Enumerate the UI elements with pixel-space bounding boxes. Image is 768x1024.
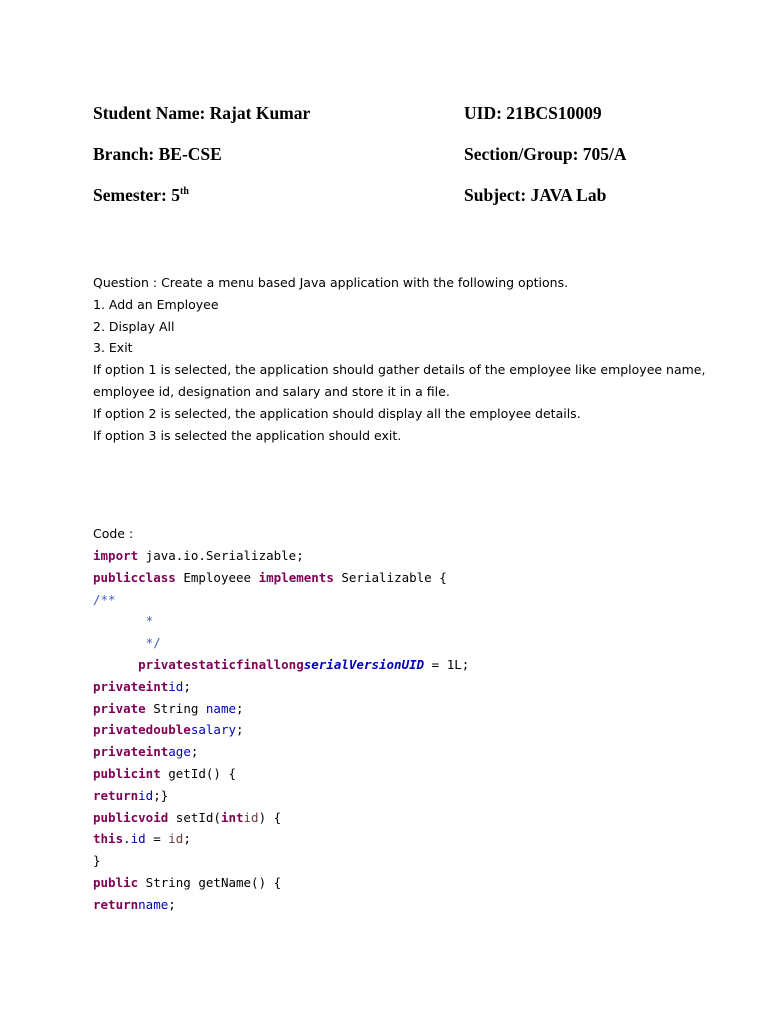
student-name: Student Name: Rajat Kumar: [93, 103, 311, 123]
code-token: id: [138, 787, 154, 803]
question-line: If option 1 is selected, the application should gather details of the employee like employee name,: [93, 362, 706, 378]
code-token: salary: [190, 722, 236, 738]
code-token: implements: [258, 569, 334, 585]
code-line: [93, 828, 469, 850]
code-token: ;: [236, 700, 244, 716]
code-label: Code :: [93, 526, 134, 541]
code-token: privateint: [93, 678, 169, 694]
branch: Branch: BE-CSE: [93, 144, 222, 164]
code-token: String: [145, 700, 206, 716]
semester-superscript: th: [179, 186, 189, 197]
question-line: employee id, designation and salary and store it in a file.: [93, 383, 450, 399]
code-token: ;: [183, 678, 191, 694]
header-row-2: [93, 142, 693, 183]
code-token: privatedouble: [93, 722, 191, 738]
code-token: return: [93, 787, 139, 803]
code-line: [93, 698, 469, 720]
code-token: import: [93, 548, 139, 563]
question-line: Question : Create a menu based Java application with the following options.: [93, 275, 569, 290]
question-line: 3. Exit: [93, 340, 133, 356]
code-line: [93, 807, 469, 829]
code-token: private: [93, 700, 146, 716]
header-row-1: [93, 101, 693, 142]
code-token: */: [93, 635, 161, 651]
code-line: [93, 850, 469, 872]
code-line: [93, 545, 469, 567]
code-token: publicvoid: [93, 809, 169, 825]
code-line: [93, 741, 469, 763]
code-token: /**: [93, 591, 116, 607]
code-token: ;: [168, 896, 176, 912]
code-token: public: [93, 874, 139, 890]
question-line: 1. Add an Employee: [93, 296, 219, 312]
code-token: .: [123, 831, 131, 847]
question-line: If option 2 is selected, the application should display all the employee details.: [93, 405, 581, 421]
code-token: privateint: [93, 744, 169, 760]
code-token: name: [205, 700, 237, 716]
code-line: [93, 719, 469, 741]
code-token: ;}: [153, 787, 169, 803]
header-row-3: [93, 183, 693, 224]
code-token: int: [220, 809, 244, 825]
code-token: ) {: [258, 809, 282, 825]
code-line: [93, 676, 469, 698]
code-token: [93, 657, 138, 672]
code-token: *: [93, 613, 154, 629]
code-token: return: [93, 896, 139, 912]
code-token: = 1L;: [424, 656, 470, 672]
code-line: [93, 567, 469, 589]
code-token: ;: [190, 744, 199, 760]
code-token: id: [243, 809, 259, 825]
code-token: serialVersionUID: [303, 656, 425, 672]
code-line: [93, 894, 469, 916]
question-line: 2. Display All: [93, 318, 175, 334]
code-token: setId(: [168, 809, 221, 825]
code-line: [93, 610, 469, 632]
code-token: id: [168, 678, 184, 694]
code-line: [93, 589, 469, 611]
code-token: }: [93, 853, 101, 869]
code-token: ;: [183, 831, 191, 847]
code-token: java.io.Serializable;: [138, 548, 304, 563]
code-token: Serializable {: [333, 569, 447, 585]
student-info-header: [93, 101, 693, 224]
code-line: [93, 654, 469, 676]
code-token: publicclass: [93, 569, 176, 585]
code-token: String getName() {: [138, 874, 282, 890]
code-token: Employeee: [175, 569, 259, 585]
code-token: id: [168, 831, 184, 847]
question-line: If option 3 is selected the application should exit.: [93, 427, 402, 443]
question-block: [93, 272, 706, 446]
code-line: [93, 785, 469, 807]
code-token: privatestaticfinallong: [138, 656, 304, 672]
code-token: this: [93, 831, 124, 847]
code-block: [93, 545, 469, 916]
semester-text: Semester: 5: [93, 185, 180, 205]
code-token: id: [130, 831, 146, 847]
section-group: Section/Group: 705/A: [464, 144, 627, 164]
subject: Subject: JAVA Lab: [464, 185, 607, 205]
code-line: [93, 872, 469, 894]
code-token: publicint: [93, 765, 161, 781]
code-line: [93, 763, 469, 785]
code-token: =: [145, 831, 169, 847]
code-token: name: [138, 896, 169, 912]
student-uid: UID: 21BCS10009: [464, 103, 602, 123]
code-token: age: [168, 744, 191, 760]
code-line: [93, 632, 469, 654]
semester: [93, 183, 189, 207]
code-token: ;: [236, 722, 244, 738]
code-token: getId() {: [160, 765, 236, 781]
